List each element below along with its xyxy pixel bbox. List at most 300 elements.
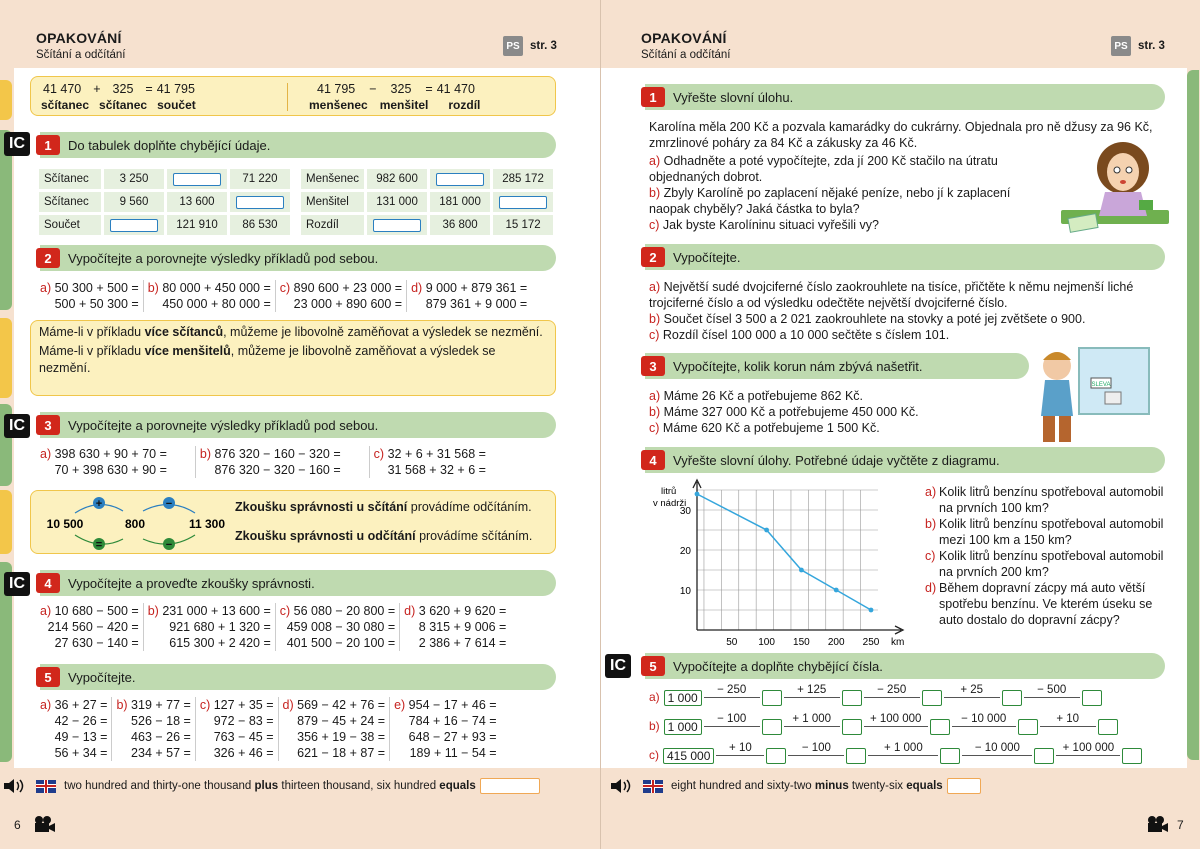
chain-operation [952, 713, 1016, 735]
footer-text: thirteen thousand, six hundred [281, 780, 437, 792]
operation-label: − 100 [717, 713, 747, 725]
question-text: Kolik litrů benzínu spotřeboval automobil na prvních 100 km? [939, 485, 1164, 515]
exercise-instruction: Do tabulek doplňte chybějící údaje. [68, 137, 271, 153]
expression: 8 315 + 9 006 = [418, 620, 507, 634]
problem-line [280, 603, 395, 619]
problem-column [279, 697, 391, 761]
item-letter: a) [40, 604, 52, 618]
item-letter: d) [282, 698, 294, 712]
equals-sign: = [95, 539, 103, 551]
footer-keyword: equals [906, 780, 943, 792]
page-header [36, 30, 126, 61]
operation-label: + 25 [960, 684, 984, 696]
rule-text [235, 500, 532, 514]
english-footer [609, 776, 981, 796]
answer-cell[interactable] [167, 169, 227, 189]
exercise-number: 5 [36, 667, 60, 687]
chain-operation [944, 684, 1000, 706]
chain-answer-box[interactable] [1034, 748, 1054, 764]
chain-operation [868, 742, 938, 764]
exercise-4-problems [36, 603, 510, 651]
addition-terms [41, 98, 196, 112]
answer-cell[interactable] [493, 192, 553, 212]
expression: 450 000 + 80 000 = [162, 297, 271, 311]
item-letter: c) [649, 748, 659, 762]
chain-answer-box[interactable] [766, 748, 786, 764]
ps-badge: PS [503, 36, 523, 56]
item-letter: a) [649, 154, 661, 168]
expression: 2 386 + 7 614 = [418, 636, 507, 650]
exercise-number: 2 [641, 247, 665, 267]
rule-part: Máme-li v příkladu [39, 344, 145, 358]
boy-shop-illustration [1021, 340, 1151, 444]
chain-answer-box[interactable] [930, 719, 950, 735]
table-row [301, 169, 553, 189]
item-letter: a) [649, 280, 661, 294]
chain-answer-box[interactable] [1122, 748, 1142, 764]
expression: 648 − 27 + 93 = [408, 730, 497, 744]
chain-answer-box[interactable] [762, 719, 782, 735]
item-letter: c) [925, 549, 936, 563]
answer-box[interactable] [236, 196, 284, 209]
item-letter: a) [649, 389, 661, 403]
ic-badge: IC [4, 572, 30, 596]
item-letter: a) [925, 485, 937, 499]
question-list [649, 388, 1029, 436]
chain-answer-box[interactable] [1002, 690, 1022, 706]
chain-answer-box[interactable] [842, 719, 862, 735]
problem-column [276, 280, 407, 312]
term: 41 795 [317, 82, 356, 96]
chain-operation [716, 742, 764, 764]
item-letter: b) [649, 312, 661, 326]
problem-line [283, 697, 386, 713]
expression: 876 320 − 160 − 320 = [214, 447, 341, 461]
problem-line [394, 697, 497, 713]
list-item [649, 279, 1169, 311]
page-ref: str. 3 [1138, 40, 1165, 52]
item-letter: b) [147, 604, 159, 618]
term: 325 [112, 82, 134, 96]
chain-answer-box[interactable] [940, 748, 960, 764]
expression: 31 568 + 32 + 6 = [387, 463, 486, 477]
expression: 879 − 45 + 24 = [297, 714, 386, 728]
page-ref: str. 3 [530, 40, 557, 52]
problem-line [148, 280, 271, 296]
english-footer [0, 776, 540, 796]
chain-operation [788, 742, 844, 764]
expression: 36 + 27 = [54, 698, 108, 712]
footer-text: eight hundred and sixty-two [671, 780, 812, 792]
problem-column [196, 697, 279, 761]
expression: 954 − 17 + 46 = [408, 698, 497, 712]
expression: 526 − 18 = [131, 714, 191, 728]
exercise-number: 3 [641, 356, 665, 376]
question-text: Největší sudé dvojciferné číslo zaokrouhlete na tisíce, přičtěte k němu nejmenší liché trojciferné číslo a od výsledku odečtěte největší dvojciferné číslo. [649, 280, 1134, 310]
exercise-2-header [645, 244, 1165, 270]
operation-label: + 125 [797, 684, 827, 696]
minus-sign: − [165, 498, 173, 510]
exercise-4-header [645, 447, 1165, 473]
rule-text [39, 343, 547, 377]
page-title: OPAKOVÁNÍ [641, 30, 727, 46]
video-camera-icon[interactable] [1145, 814, 1169, 834]
footer-keyword: equals [439, 780, 476, 792]
subtraction-terms [309, 98, 480, 112]
y-tick-label: 10 [679, 586, 691, 597]
table-row [301, 215, 553, 235]
list-item [925, 516, 1175, 548]
expression: 615 300 + 2 420 = [169, 636, 271, 650]
problem-column [144, 280, 276, 312]
rule-part: provádíme sčítáním. [415, 529, 533, 543]
exercise-instruction: Vypočítejte. [673, 249, 741, 265]
problem-column [36, 697, 112, 761]
rule-part: Máme-li v příkladu [39, 325, 145, 339]
item-letter: c) [199, 698, 211, 712]
commutative-rule-box [30, 320, 556, 396]
list-item [649, 185, 1049, 217]
item-letter: c) [279, 604, 291, 618]
chain-operation [864, 713, 928, 735]
expression: 972 − 83 = [213, 714, 274, 728]
check-diagram [35, 493, 235, 553]
problem-line [40, 697, 107, 713]
expression: 356 + 19 − 38 = [297, 730, 386, 744]
item-letter: c) [649, 421, 660, 435]
y-tick-label: 30 [679, 506, 691, 517]
table-cell: 181 000 [430, 192, 490, 212]
speaker-icon[interactable] [2, 777, 28, 795]
exercise-5-header [40, 664, 556, 690]
term: 41 470 [436, 82, 475, 96]
page-title: OPAKOVÁNÍ [36, 30, 122, 46]
row-label: Rozdíl [301, 215, 364, 235]
expression: 56 + 34 = [54, 746, 108, 760]
item-letter: a) [40, 281, 52, 295]
chain-operation [962, 742, 1032, 764]
item-letter: c) [649, 218, 660, 232]
item-letter: b) [116, 698, 128, 712]
chain-row [649, 740, 1142, 764]
answer-box[interactable] [173, 173, 221, 186]
exercise-instruction: Vyřešte slovní úlohy. Potřebné údaje vyčtěte z diagramu. [673, 452, 1000, 468]
sale-sign: SLEVA [1091, 382, 1111, 388]
answer-box[interactable] [110, 219, 158, 232]
expression: 890 600 + 23 000 = [293, 281, 403, 295]
girl-thinking-illustration [1057, 136, 1181, 236]
exercise-1-header [40, 132, 556, 158]
expression: 234 + 57 = [131, 746, 191, 760]
data-point [799, 568, 804, 573]
word-problem-text: Karolína měla 200 Kč a pozvala kamarádky do cukrárny. Objednala pro ně džusy za 96 Kč, zmrzlinové poháry za 84 Kč a zákusky za 46 Kč. [649, 120, 1153, 150]
problem-line [374, 446, 486, 462]
expression: 879 361 + 9 000 = [425, 297, 528, 311]
operation-label: + 1 000 [792, 713, 832, 725]
rule-keyword: Zkoušku správnosti u odčítání [235, 529, 416, 543]
item-letter: b) [649, 719, 660, 733]
item-letter: b) [147, 281, 159, 295]
chain-answer-box[interactable] [762, 690, 782, 706]
item-letter: c) [279, 281, 291, 295]
chain-answer-box[interactable] [1098, 719, 1118, 735]
chain-start-value: 415 000 [663, 748, 714, 764]
table-row [39, 192, 290, 212]
problem-column [390, 697, 501, 761]
x-tick-label: 200 [827, 637, 845, 646]
question-text: Součet čísel 3 500 a 2 021 zaokrouhlete na stovky a poté jej zvětšete o 900. [663, 312, 1086, 326]
item-letter: d) [404, 604, 416, 618]
question-text: Kolik litrů benzínu spotřeboval automobil mezi 100 km a 150 km? [939, 517, 1164, 547]
expression: 56 080 − 20 800 = [293, 604, 396, 618]
operator: = [425, 82, 433, 96]
row-label: Sčítanec [39, 169, 101, 189]
item-letter: b) [925, 517, 937, 531]
question-list [649, 279, 1169, 343]
answer-box[interactable] [373, 219, 421, 232]
speaker-icon[interactable] [609, 777, 635, 795]
item-letter: b) [199, 447, 211, 461]
fuel-series-line [697, 494, 871, 610]
chain-answer-box[interactable] [842, 690, 862, 706]
problem-column [36, 280, 144, 312]
expression: 23 000 + 890 600 = [293, 297, 403, 311]
plus-sign: + [95, 498, 103, 510]
ps-badge: PS [1111, 36, 1131, 56]
item-letter: c) [649, 328, 660, 342]
chain-operation [704, 684, 760, 706]
expression: 784 + 16 − 74 = [408, 714, 497, 728]
question-text: Máme 26 Kč a potřebujeme 862 Kč. [663, 389, 864, 403]
term-name: menšitel [379, 98, 429, 112]
rule-part: , můžeme je libovolně zaměňovat a výsledek se nezmění. [39, 344, 496, 375]
problem-column [407, 280, 531, 312]
question-text: Zbyly Karolíně po zaplacení nějaké peníze, nebo jí k zaplacení naopak chyběly? Jaká částka to byla? [649, 186, 1011, 216]
operation-label: + 10 [1056, 713, 1080, 725]
chain-answer-box[interactable] [1082, 690, 1102, 706]
term-name: součet [157, 98, 196, 112]
subtraction-table [298, 166, 556, 238]
table-cell: 9 560 [104, 192, 164, 212]
exercise-number: 4 [36, 573, 60, 593]
problem-line [200, 446, 341, 462]
term-name: sčítanec [41, 98, 90, 112]
exercise-number: 2 [36, 248, 60, 268]
problem-column [400, 603, 510, 651]
operation-label: + 10 [729, 742, 752, 754]
subtraction-expression [317, 82, 475, 96]
rule-keyword: více sčítanců [144, 325, 224, 339]
chain-operation [1024, 684, 1080, 706]
list-item [925, 580, 1175, 628]
expression: 127 + 35 = [213, 698, 274, 712]
term: 41 470 [43, 82, 82, 96]
expression: 459 008 − 30 080 = [286, 620, 396, 634]
x-axis-unit: km [891, 637, 905, 646]
operator: − [369, 82, 377, 96]
expression: 621 − 18 + 87 = [297, 746, 386, 760]
list-item [649, 420, 1029, 436]
rule-part: , můžeme je libovolně zaměňovat a výsledek se nezmění. [223, 325, 543, 339]
table-cell: 982 600 [367, 169, 427, 189]
expression: 401 500 − 20 100 = [286, 636, 396, 650]
exercise-number: 5 [641, 656, 665, 676]
diagram-number: 11 300 [188, 517, 226, 531]
table-cell: 131 000 [367, 192, 427, 212]
exercise-5-header [645, 653, 1165, 679]
rule-keyword: více menšitelů [144, 344, 231, 358]
operation-label: + 100 000 [869, 713, 922, 725]
problem-line [40, 280, 139, 296]
data-point [764, 528, 769, 533]
addition-expression [43, 82, 195, 96]
expression: 921 680 + 1 320 = [169, 620, 271, 634]
problem-line [404, 603, 506, 619]
chain-operation [1040, 713, 1096, 735]
footer-keyword: minus [814, 780, 849, 792]
list-item [649, 404, 1029, 420]
terms-box [30, 76, 556, 116]
expression: 70 + 398 630 + 90 = [54, 463, 167, 477]
table-cell: 3 250 [104, 169, 164, 189]
table-cell: 86 530 [230, 215, 290, 235]
table-row [301, 192, 553, 212]
term: 41 795 [156, 82, 195, 96]
expression: 27 630 − 140 = [54, 636, 139, 650]
data-point [869, 608, 874, 613]
term-name: menšenec [309, 98, 368, 112]
expression: 326 + 46 = [213, 746, 274, 760]
operation-label: + 1 000 [884, 742, 923, 754]
term: 325 [390, 82, 412, 96]
exercise-instruction: Vypočítejte a porovnejte výsledky příkladů pod sebou. [68, 250, 379, 266]
item-letter: a) [40, 447, 52, 461]
operator: + [93, 82, 101, 96]
question-text: Jak byste Karolíninu situaci vyřešili vy? [662, 218, 879, 232]
problem-column [144, 603, 276, 651]
page-number: 7 [1177, 818, 1184, 832]
table-cell: 13 600 [167, 192, 227, 212]
exercise-instruction: Vypočítejte, kolik korun nám zbývá našetřit. [673, 358, 923, 374]
exercise-instruction: Vypočítejte a proveďte zkoušky správnosti. [68, 575, 315, 591]
question-text: Kolik litrů benzínu spotřeboval automobil na prvních 200 km? [939, 549, 1164, 579]
side-tab-green [1187, 70, 1199, 760]
problem-column [36, 446, 196, 478]
row-label: Menšitel [301, 192, 364, 212]
exercise-instruction: Vyřešte slovní úlohu. [673, 89, 794, 105]
exercise-number: 1 [641, 87, 665, 107]
expression: 80 000 + 450 000 = [162, 281, 271, 295]
item-letter: a) [649, 690, 660, 704]
operation-label: − 10 000 [961, 713, 1007, 725]
operation-label: − 100 [801, 742, 831, 754]
uk-flag-icon [643, 780, 663, 793]
exercise-5-problems [36, 697, 501, 761]
expression: 319 + 77 = [131, 698, 191, 712]
y-axis-label: litrů [661, 486, 677, 497]
x-tick-label: 250 [862, 637, 880, 646]
diagram-number: 10 500 [46, 517, 84, 531]
table-row [39, 169, 290, 189]
expression: 9 000 + 879 361 = [425, 281, 528, 295]
problem-line [200, 697, 274, 713]
operation-label: + 100 000 [1062, 742, 1115, 754]
y-axis-label: v nádrži [653, 498, 687, 509]
table-cell: 36 800 [430, 215, 490, 235]
footer-text: twenty-six [851, 780, 904, 792]
problem-column [276, 603, 400, 651]
footer-keyword: plus [254, 780, 279, 792]
video-camera-icon[interactable] [32, 814, 56, 834]
answer-box[interactable] [499, 196, 547, 209]
page-header [641, 30, 731, 61]
chain-answer-box[interactable] [1018, 719, 1038, 735]
chain-operation [784, 713, 840, 735]
chain-answer-box[interactable] [846, 748, 866, 764]
rule-keyword: Zkoušku správnosti u sčítání [235, 500, 408, 514]
chain-operation [704, 713, 760, 735]
chain-answer-box[interactable] [922, 690, 942, 706]
side-tab-yellow [0, 318, 12, 398]
problem-column [112, 697, 195, 761]
item-letter: a) [40, 698, 52, 712]
operation-label: − 500 [1037, 684, 1067, 696]
expression: 189 + 11 − 54 = [409, 746, 497, 760]
list-item [649, 217, 1049, 233]
question-text: Odhadněte a poté vypočítejte, zda jí 200 Kč stačilo na útratu objednaných dobrot. [649, 154, 998, 184]
table-row [39, 215, 290, 235]
list-item [649, 311, 1169, 327]
exercise-number: 1 [36, 135, 60, 155]
exercise-2-problems [36, 280, 531, 312]
x-tick-label: 50 [726, 637, 738, 646]
answer-cell[interactable] [104, 215, 164, 235]
problem-line [116, 697, 190, 713]
x-tick-label: 100 [758, 637, 775, 646]
ic-badge: IC [4, 132, 30, 156]
answer-cell[interactable] [367, 215, 427, 235]
uk-flag-icon [36, 780, 56, 793]
problem-column [370, 446, 490, 478]
expression: 569 − 42 + 76 = [297, 698, 386, 712]
exercise-2-header [40, 245, 556, 271]
problem-column [36, 603, 144, 651]
question-text: Během dopravní zácpy má auto větší spotřebu benzínu. Ve kterém úseku se auto dostalo do dopravní zácpy? [939, 581, 1153, 627]
expression: 49 − 13 = [54, 730, 108, 744]
footer-answer-box[interactable] [480, 778, 540, 794]
rule-text [235, 529, 532, 543]
answer-cell[interactable] [230, 192, 290, 212]
list-item [649, 388, 1029, 404]
chain-row [649, 682, 1102, 706]
answer-cell[interactable] [430, 169, 490, 189]
operator: = [145, 82, 153, 96]
footer-answer-box[interactable] [947, 778, 981, 794]
right-page [600, 0, 1200, 849]
expression: 3 620 + 9 620 = [418, 604, 507, 618]
expression: 463 − 26 = [131, 730, 191, 744]
row-label: Sčítanec [39, 192, 101, 212]
answer-box[interactable] [436, 173, 484, 186]
data-point [834, 588, 839, 593]
exercise-3-header [40, 412, 556, 438]
item-letter: d) [925, 581, 937, 595]
item-letter: b) [649, 405, 661, 419]
page-subtitle: Sčítání a odčítání [641, 49, 731, 61]
side-tab-yellow [0, 490, 12, 554]
expression: 500 + 50 300 = [54, 297, 139, 311]
term-name: sčítanec [99, 98, 148, 112]
